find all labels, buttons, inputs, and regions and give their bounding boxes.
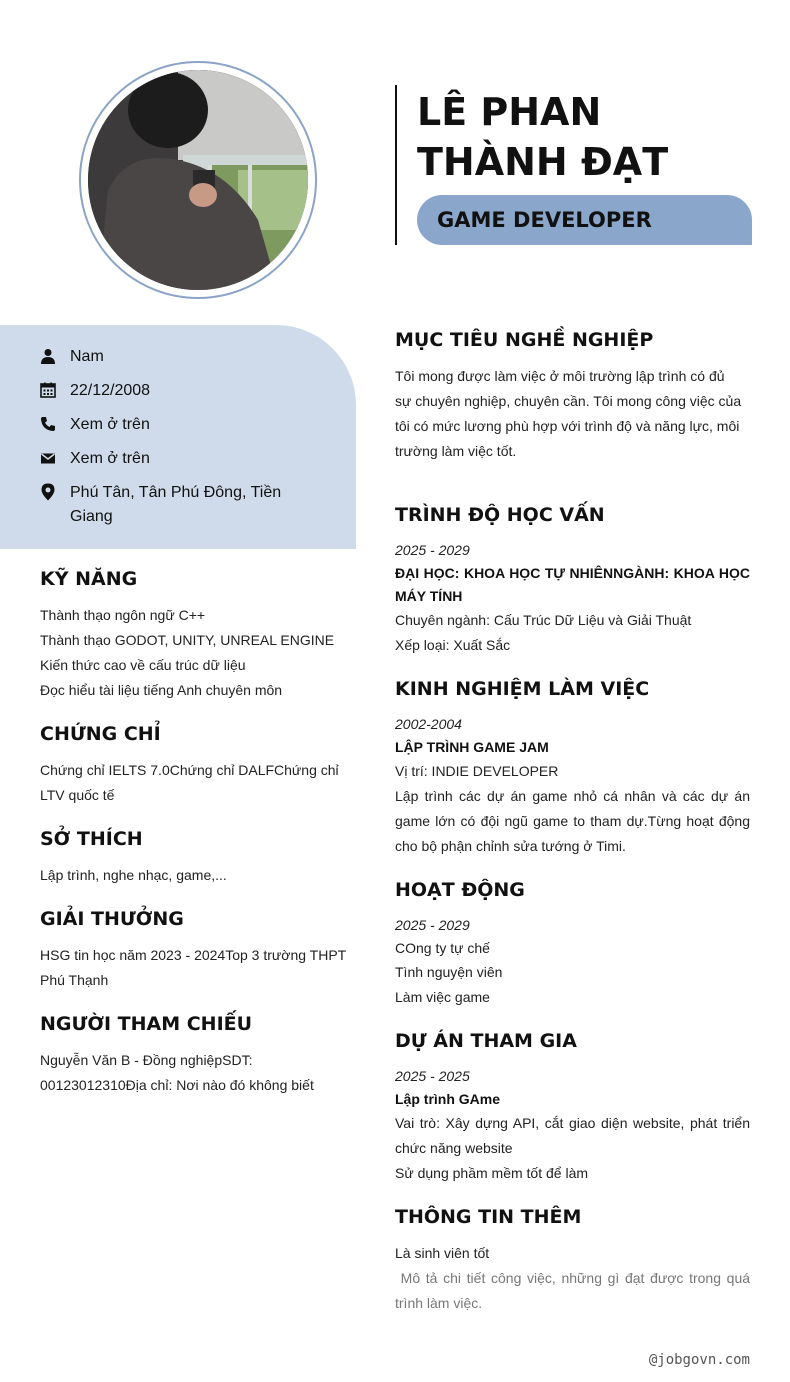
education-heading: TRÌNH ĐỘ HỌC VẤN — [395, 504, 605, 526]
skill-item: Thành thạo GODOT, UNITY, UNREAL ENGINE — [40, 632, 335, 648]
contact-panel — [0, 325, 356, 549]
education-period: 2025 - 2029 — [395, 542, 470, 558]
mail-icon — [40, 450, 56, 466]
activity-item: Làm việc game — [395, 989, 490, 1005]
experience-position: Vị trí: INDIE DEVELOPER — [395, 763, 559, 779]
full-name: LÊ PHAN THÀNH ĐẠT — [417, 90, 669, 184]
contact-gender — [40, 345, 310, 369]
experience-heading: KINH NGHIỆM LÀM VIỆC — [395, 678, 650, 700]
contact-birthday-text: 22/12/2008 — [70, 382, 151, 399]
avatar — [88, 70, 308, 290]
objective-text: Tôi mong được làm việc ở môi trường lập trình có đủ sự chuyên nghiệp, chuyên cần. Tôi mong công việc của tôi có mức lương phù hợp với trình độ và năng lực, môi trường làm việc tốt. — [395, 368, 742, 459]
experience-period: 2002-2004 — [395, 716, 462, 732]
certificates-heading: CHỨNG CHỈ — [40, 723, 161, 745]
objective-heading: MỤC TIÊU NGHỀ NGHIỆP — [395, 329, 654, 351]
contact-address — [40, 481, 310, 529]
skill-item: Đọc hiểu tài liệu tiếng Anh chuyên môn — [40, 682, 283, 698]
activity-item: COng ty tự chế — [395, 940, 490, 956]
activities-period: 2025 - 2029 — [395, 917, 470, 933]
experience-company: LẬP TRÌNH GAME JAM — [395, 739, 549, 755]
awards-heading: GIẢI THƯỞNG — [40, 908, 184, 930]
location-pin-icon — [40, 483, 56, 501]
contact-phone-text: Xem ở trên — [70, 416, 150, 433]
phone-icon — [40, 416, 56, 432]
activities-heading: HOẠT ĐỘNG — [395, 879, 525, 901]
references-text: Nguyễn Văn B - Đồng nghiệpSDT: 00123012310Địa chỉ: Nơi nào đó không biết — [40, 1052, 314, 1093]
name-block — [395, 85, 755, 245]
contact-gender-text: Nam — [70, 348, 104, 365]
certificates-text: Chứng chỉ IELTS 7.0Chứng chỉ DALFChứng chỉ LTV quốc tế — [40, 762, 339, 803]
additional-heading: THÔNG TIN THÊM — [395, 1206, 582, 1228]
contact-email — [40, 447, 310, 471]
contact-email-text: Xem ở trên — [70, 450, 150, 467]
project-role: Vai trò: Xây dựng API, cắt giao diện website, phát triển chức năng website — [395, 1115, 750, 1156]
projects-heading: DỰ ÁN THAM GIA — [395, 1030, 577, 1052]
activity-item: Tình nguyện viên — [395, 964, 503, 980]
skill-item: Thành thạo ngôn ngữ C++ — [40, 607, 206, 623]
experience-description: Lập trình các dự án game nhỏ cá nhân và các dự án game lớn có đội ngũ game to tham dự.Từng hoạt động cho bộ phận chỉnh sửa tướng ở Timi. — [395, 788, 750, 854]
avatar-photo — [88, 70, 308, 290]
project-tools: Sử dụng phầm mềm tốt để làm — [395, 1165, 589, 1181]
hobbies-text: Lập trình, nghe nhạc, game,... — [40, 867, 227, 883]
education-rank: Xếp loại: Xuất Sắc — [395, 637, 511, 653]
contact-phone — [40, 413, 310, 437]
job-title: GAME DEVELOPER — [437, 208, 652, 232]
person-icon — [40, 348, 56, 364]
contact-birthday — [40, 379, 310, 403]
hobbies-heading: SỞ THÍCH — [40, 828, 143, 850]
skill-item: Kiến thức cao về cấu trúc dữ liệu — [40, 657, 246, 673]
project-period: 2025 - 2025 — [395, 1068, 470, 1084]
job-title-badge — [417, 195, 752, 245]
contact-address-text: Phú Tân, Tân Phú Đông, Tiền Giang — [70, 484, 282, 525]
awards-text: HSG tin học năm 2023 - 2024Top 3 trường THPT Phú Thạnh — [40, 947, 346, 988]
references-heading: NGƯỜI THAM CHIẾU — [40, 1013, 253, 1035]
skills-heading: KỸ NĂNG — [40, 568, 138, 590]
education-major: Chuyên ngành: Cấu Trúc Dữ Liệu và Giải Thuật — [395, 612, 692, 628]
additional-line: Là sinh viên tốt — [395, 1245, 490, 1261]
calendar-icon — [40, 382, 56, 398]
education-school: ĐẠI HỌC: KHOA HỌC TỰ NHIÊNNGÀNH: KHOA HỌC MÁY TÍNH — [395, 565, 750, 604]
watermark: @jobgovn.com — [648, 1352, 750, 1368]
project-name: Lập trình GAme — [395, 1091, 501, 1107]
additional-placeholder: Mô tả chi tiết công việc, những gì đạt được trong quá trình làm việc. — [395, 1270, 754, 1311]
